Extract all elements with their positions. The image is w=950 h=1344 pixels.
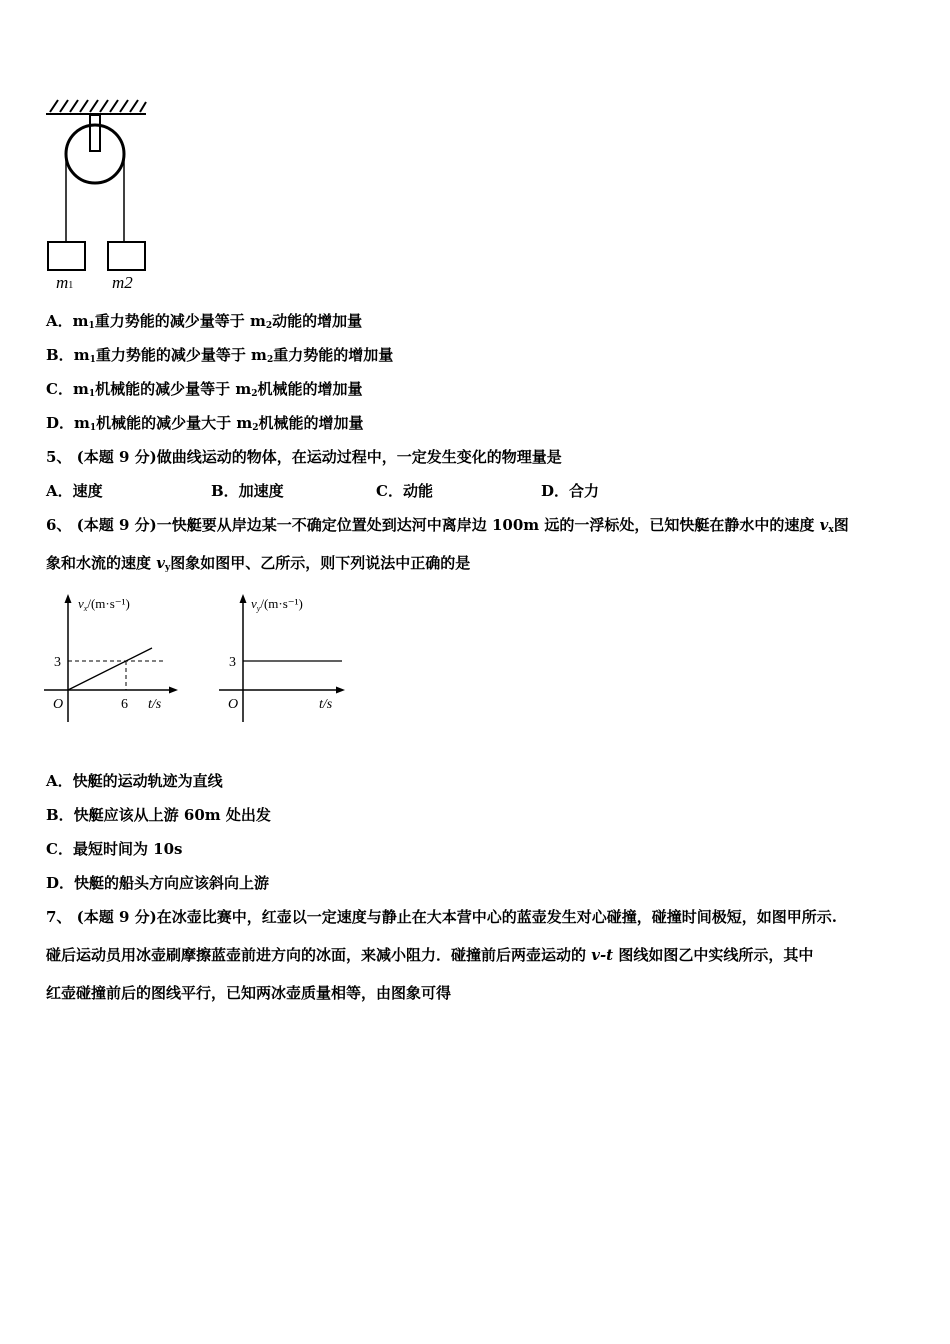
- q5-option-b: B．加速度: [211, 482, 284, 500]
- q7-stem-line3: 红壶碰撞前后的图线平行，已知两冰壶质量相等，由图象可得: [46, 984, 452, 1002]
- q4-option-c: C．$m_1$机械能的减少量等于 $m_2$机械能的增加量: [46, 380, 363, 399]
- graph-vx-x-arrow: [169, 687, 178, 694]
- graph-vx-ylabel: $v_x/(m\cdot s^{-1})$: [78, 596, 130, 613]
- pulley-figure: [40, 94, 160, 294]
- label-m1: m1: [56, 273, 74, 292]
- graph-vy-origin: O: [228, 697, 239, 712]
- graph-vy-y-arrow: [240, 594, 247, 603]
- q4-option-d: D．$m_1$机械能的减少量大于 $m_2$机械能的增加量: [46, 414, 364, 433]
- label-m2: m2: [112, 273, 133, 292]
- mass-m2-block: [108, 242, 145, 270]
- q6-stem-line2: 象和水流的速度 $v_y$图象如图甲、乙所示，则下列说法中正确的是: [46, 554, 471, 573]
- q6-option-c: C．最短时间为 10s: [46, 840, 183, 858]
- q4-option-a: A．$m_1$重力势能的减少量等于 $m_2$动能的增加量: [46, 312, 363, 331]
- graph-vx: [40, 590, 180, 730]
- q7-stem-line2: 碰后运动员用冰壶刷摩擦蓝壶前进方向的冰面，来减小阻力．碰撞前后两壶运动的 v-t 图线如图乙中实线所示，其中: [46, 946, 814, 964]
- graph-vy: [215, 590, 355, 730]
- graph-vy-x-arrow: [336, 687, 345, 694]
- q5-option-a: A．速度: [46, 482, 103, 500]
- q6-option-d: D．快艇的船头方向应该斜向上游: [46, 874, 270, 892]
- q6-option-a: A．快艇的运动轨迹为直线: [46, 772, 223, 790]
- pulley-axle: [90, 115, 100, 151]
- graph-vx-y-arrow: [65, 594, 72, 603]
- graph-vx-y-tick: 3: [54, 655, 61, 670]
- ceiling: [46, 100, 146, 114]
- q5-option-d: D．合力: [541, 482, 600, 500]
- q6-option-b: B．快艇应该从上游 60m 处出发: [46, 806, 271, 824]
- graph-vx-line: [68, 648, 152, 690]
- q4-option-b: B．$m_1$重力势能的减少量等于 $m_2$重力势能的增加量: [46, 346, 394, 365]
- q5-stem: 5、 (本题 9 分)做曲线运动的物体，在运动过程中，一定发生变化的物理量是: [46, 448, 562, 466]
- graph-vy-xlabel: t/s: [319, 697, 333, 712]
- q5-option-c: C．动能: [376, 482, 433, 500]
- graph-vx-xlabel: t/s: [148, 697, 162, 712]
- graph-vy-ylabel: $v_y/(m\cdot s^{-1})$: [251, 596, 303, 613]
- mass-m1-block: [48, 242, 85, 270]
- graph-vx-origin: O: [53, 697, 64, 712]
- q6-stem-line1: 6、 (本题 9 分)一快艇要从岸边某一不确定位置处到达河中离岸边 100m 远的一浮标处，已知快艇在静水中的速度 $v_x$图: [46, 516, 849, 535]
- graph-vy-y-tick: 3: [229, 655, 236, 670]
- q7-stem-line1: 7、 (本题 9 分)在冰壶比赛中，红壶以一定速度与静止在大本营中心的蓝壶发生对心碰撞，碰撞时间极短，如图甲所示.: [46, 908, 837, 926]
- graph-vx-x-tick: 6: [121, 697, 128, 712]
